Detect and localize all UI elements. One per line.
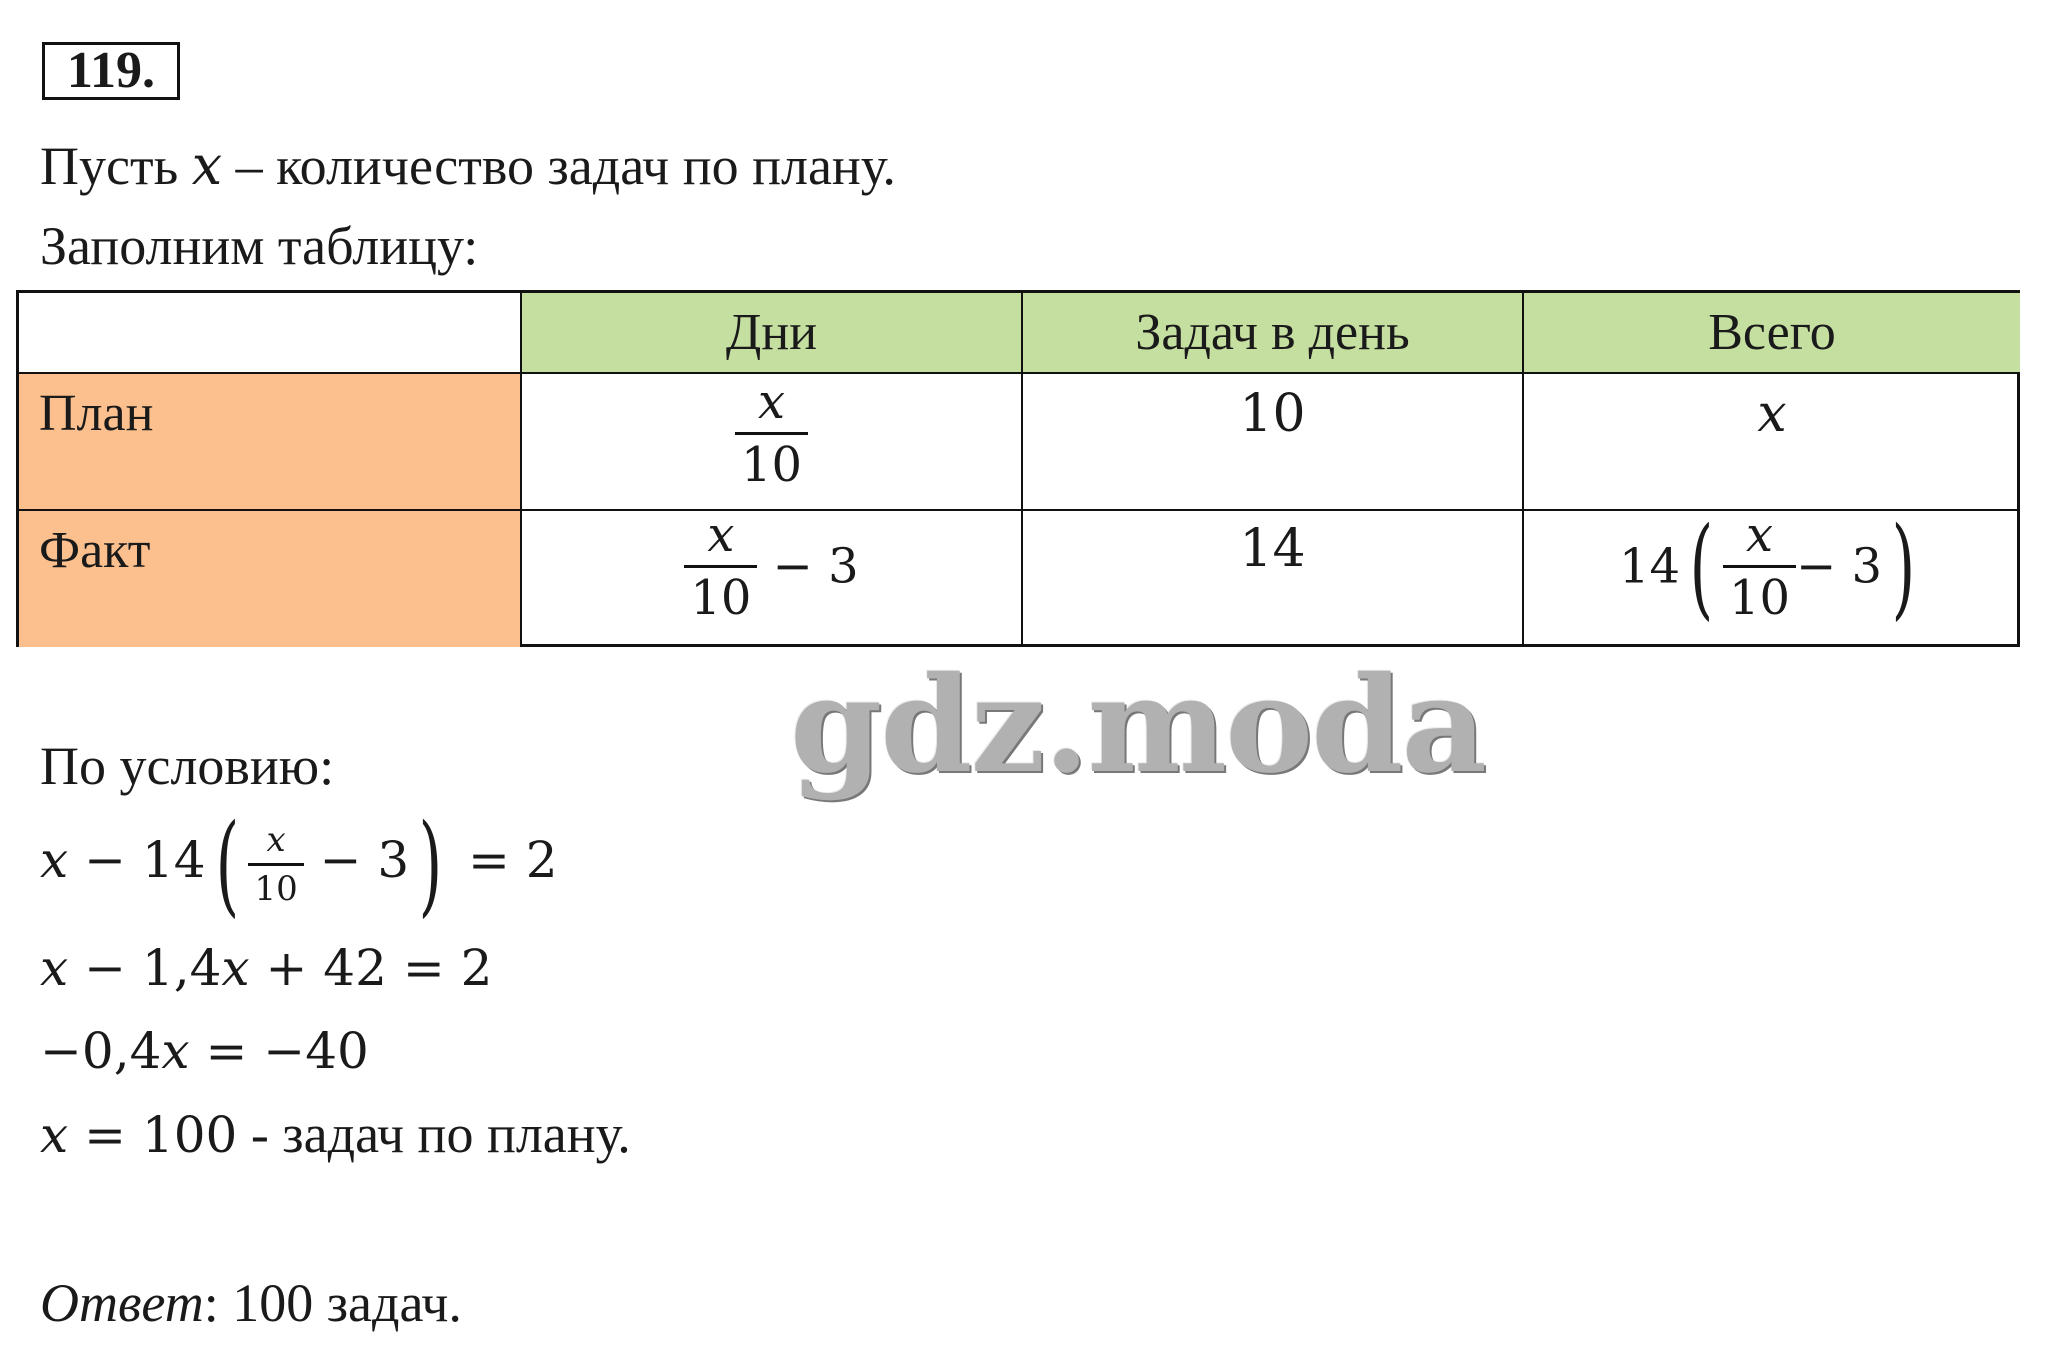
eq1-rhs: = 2 [452,831,558,889]
fact-days-denominator: 10 [684,565,757,622]
eq1-denominator: 10 [248,863,303,906]
eq4-text: - задач по плану. [237,1104,631,1164]
eq3-var: x [161,1022,190,1080]
table-corner-cell [19,293,522,374]
fact-days-numerator: x [707,507,735,563]
plan-days-fraction [735,374,808,493]
eq2-var-a: x [40,939,69,997]
fact-total-cell [1524,502,2020,647]
eq3-rhs: = −40 [189,1022,369,1080]
fill-table-line: Заполним таблицу: [40,216,479,276]
data-table [16,290,2020,647]
fact-total-denominator: 10 [1723,565,1796,622]
problem-number: 119. [42,42,180,100]
row-label-fact: Факт [19,511,522,647]
eq2-var: x [221,939,250,997]
eq1-left-paren: ( [215,800,239,928]
intro-line [40,135,896,197]
eq1-tail: − 3 [303,831,410,889]
answer-text: : 100 задач. [203,1273,462,1333]
plan-total-cell: x [1524,374,2020,511]
eq4-var: x [40,1106,69,1164]
header-per-day: Задач в день [1023,293,1524,374]
equation-3 [40,1020,369,1082]
eq1-right-paren: ) [418,800,443,928]
eq4-value: = 100 [68,1106,238,1164]
equation-1 [40,800,558,928]
fact-total-coef: 14 [1618,538,1681,595]
eq2-coef: − 1,4 [84,939,222,997]
plan-per-day-cell: 10 [1023,374,1524,511]
eq2-rest: + 42 = 2 [249,939,493,997]
eq1-var: x [40,831,69,889]
header-total: Всего [1524,293,2020,374]
fact-total-tail: − 3 [1796,538,1883,595]
answer-line [40,1272,462,1334]
fact-total-numerator: x [1745,507,1774,563]
header-days: Дни [522,293,1023,374]
intro-suffix: – количество задач по плану. [222,136,896,196]
equation-4 [40,1103,631,1166]
left-paren: ( [1689,502,1714,631]
eq1-numerator: x [266,819,286,860]
answer-label: Ответ [40,1273,204,1333]
intro-var: x [191,134,223,197]
eq1-mid: − 14 [68,831,206,889]
eq1-fraction [248,819,303,909]
condition-label: По условию: [40,736,335,796]
row-label-plan: План [19,374,522,511]
watermark: gdz.moda [790,648,1486,803]
intro-prefix: Пусть [40,136,192,196]
fact-total-fraction [1723,507,1796,626]
eq3-coef: −0,4 [40,1022,162,1080]
fact-days-fraction [684,507,757,626]
fact-per-day-cell: 14 [1023,511,1524,647]
fact-days-cell [522,507,1023,647]
right-paren: ) [1891,502,1916,631]
plan-days-cell [522,374,1023,511]
equation-2 [40,937,492,999]
fact-days-tail: − 3 [772,538,859,595]
plan-days-denominator: 10 [735,432,808,489]
plan-days-numerator: x [757,374,786,430]
